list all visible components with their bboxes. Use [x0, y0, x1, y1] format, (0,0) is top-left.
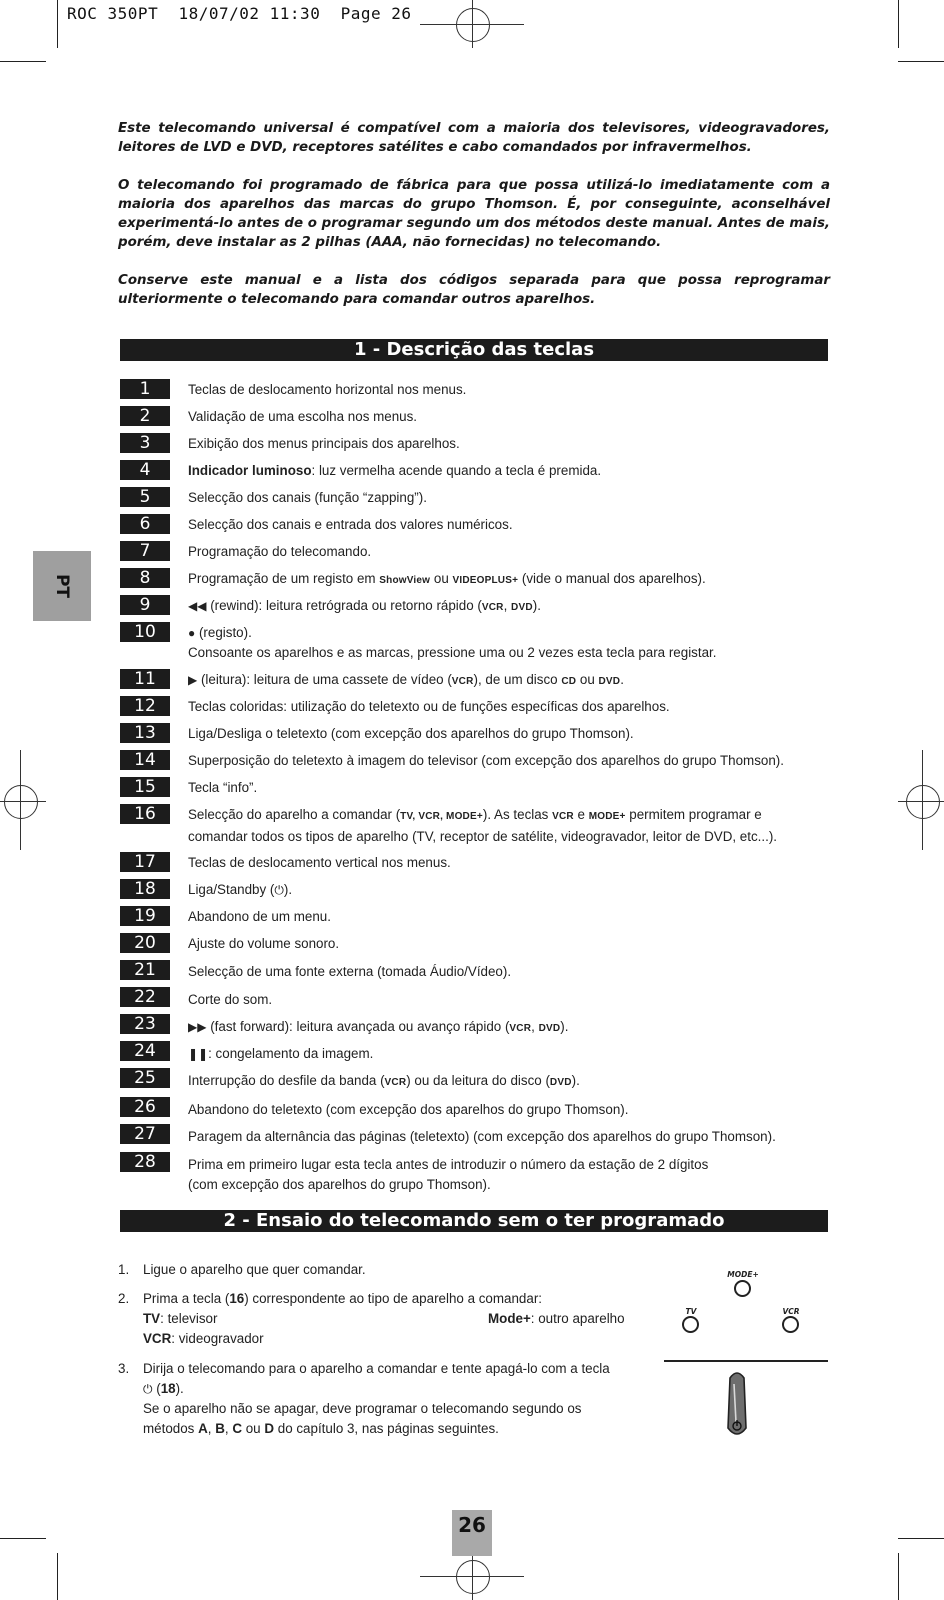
key-number: 8 — [120, 568, 170, 588]
key-number: 28 — [120, 1152, 170, 1172]
key-description: Corte do som. — [188, 992, 273, 1007]
key-number: 7 — [120, 541, 170, 561]
rewind-icon: ◀◀ — [188, 599, 207, 613]
key-description: Ajuste do volume sonoro. — [188, 936, 340, 951]
key-description: Programação do telecomando. — [188, 544, 372, 559]
page-number: 26 — [452, 1510, 492, 1556]
step-2: 2. Prima a tecla (16) correspondente ao tipo de aparelho a comandar: TV: televisor Mode+: outro aparelho VCR: videogravador — [118, 1291, 625, 1346]
fast-forward-icon: ▶▶ — [188, 1020, 207, 1034]
key-number: 13 — [120, 723, 170, 743]
key-description: ▶▶ (fast forward): leitura avançada ou avanço rápido (VCR, DVD). — [188, 1017, 828, 1039]
key-number: 2 — [120, 406, 170, 426]
key-number: 1 — [120, 379, 170, 399]
key-number: 27 — [120, 1124, 170, 1144]
key-number: 17 — [120, 852, 170, 872]
key-number: 3 — [120, 433, 170, 453]
standby-button-icon — [724, 1370, 750, 1440]
tv-button-label: TV — [685, 1307, 697, 1316]
remote-divider — [664, 1360, 828, 1362]
key-number: 12 — [120, 696, 170, 716]
crop-mark — [0, 1538, 46, 1539]
key-number: 21 — [120, 960, 170, 980]
crop-mark — [898, 0, 899, 48]
remote-illustration — [660, 1248, 830, 1448]
key-number: 15 — [120, 777, 170, 797]
section-2-title: 2 - Ensaio do telecomando sem o ter programado — [120, 1210, 828, 1232]
key-number: 26 — [120, 1097, 170, 1117]
crop-mark — [57, 0, 58, 48]
key-description: Teclas de deslocamento vertical nos menus. — [188, 855, 451, 870]
crop-mark — [0, 61, 46, 62]
key-description: Programação de um registo em ShowView ou VIDEOPLUS+ (vide o manual dos aparelhos). — [188, 571, 706, 586]
power-icon: ⏻ — [274, 883, 284, 897]
key-description: Prima em primeiro lugar esta tecla antes de introduzir o número da estação de 2 dígitos (com excepção dos aparelhos do grupo Thomson). — [188, 1157, 709, 1192]
mode-button-label: MODE+ — [727, 1270, 759, 1279]
key-description: Teclas de deslocamento horizontal nos menus. — [188, 382, 467, 397]
key-number: 19 — [120, 906, 170, 926]
key-description: Abandono de um menu. — [188, 909, 331, 924]
key-number: 24 — [120, 1041, 170, 1061]
key-description: Abandono do teletexto (com excepção dos aparelhos do grupo Thomson). — [188, 1102, 629, 1117]
step-3: 3. Dirija o telecomando para o aparelho a comandar e tente apagá-lo com a tecla ⏻ (18). Se o aparelho não se apagar, deve programar o telecomando segundo os métodos A, B, C ou D do capítulo 3, nas páginas seguintes. — [118, 1361, 610, 1436]
key-description: ▶ (leitura): leitura de uma cassete de vídeo (VCR), de um disco CD ou DVD. — [188, 670, 828, 692]
key-description: Tecla “info”. — [188, 780, 258, 795]
crop-mark — [57, 1553, 58, 1600]
key-number: 6 — [120, 514, 170, 534]
crop-mark — [898, 61, 944, 62]
key-description: Selecção de uma fonte externa (tomada Áudio/Vídeo). — [188, 964, 512, 979]
key-description: ● (registo). Consoante os aparelhos e as marcas, pressione uma ou 2 vezes esta tecla para registar. — [188, 625, 717, 660]
key-description: Superposição do teletexto à imagem do televisor (com excepção dos aparelhos do grupo Thomson). — [188, 753, 784, 768]
print-slug: ROC 350PT 18/07/02 11:30 Page 26 — [67, 4, 412, 23]
key-description: Selecção do aparelho a comandar (TV, VCR, MODE+). As teclas VCR e MODE+ permitem programar e comandar todos os tipos de aparelho (TV, receptor de satélite, videogravador, leitor de DVD, etc...). — [188, 807, 778, 844]
pause-icon: ❚❚ — [188, 1047, 209, 1061]
key-number: 18 — [120, 879, 170, 899]
key-description: ◀◀ (rewind): leitura retrógrada ou retorno rápido (VCR, DVD). — [188, 596, 828, 618]
key-number: 23 — [120, 1014, 170, 1034]
vcr-button-label: VCR — [782, 1307, 800, 1316]
intro-paragraph-2: O telecomando foi programado de fábrica para que possa utilizá-lo imediatamente com a maioria dos aparelhos das marcas do grupo Thomson. É, por conseguinte, aconselhável experimentá-lo antes de o programar segundo um dos métodos deste manual. Antes de mais, porém, deve instalar as 2 pilhas (AAA, não fornecidas) no telecomando. — [118, 178, 830, 250]
key-number: 22 — [120, 987, 170, 1007]
vcr-button — [782, 1316, 799, 1333]
key-description: Validação de uma escolha nos menus. — [188, 409, 418, 424]
record-icon: ● — [188, 626, 196, 640]
crop-mark — [898, 1538, 944, 1539]
mode-button — [734, 1280, 751, 1297]
key-number: 11 — [120, 669, 170, 689]
intro-paragraph-3: Conserve este manual e a lista dos códigos separada para que possa reprogramar ulteriormente o telecomando para comandar outros aparelhos. — [118, 273, 830, 307]
key-description: Liga/Desliga o teletexto (com excepção dos aparelhos do grupo Thomson). — [188, 726, 634, 741]
key-description: Liga/Standby (⏻). — [188, 880, 828, 900]
key-description: Exibição dos menus principais dos aparelhos. — [188, 436, 460, 451]
key-number: 25 — [120, 1068, 170, 1088]
play-icon: ▶ — [188, 673, 198, 687]
key-number: 5 — [120, 487, 170, 507]
tv-button — [682, 1316, 699, 1333]
key-description: ❚❚: congelamento da imagem. — [188, 1044, 828, 1064]
key-description: Indicador luminoso: luz vermelha acende quando a tecla é premida. — [188, 463, 602, 478]
key-description: Interrupção do desfile da banda (VCR) ou da leitura do disco (DVD). — [188, 1073, 580, 1088]
key-number: 20 — [120, 933, 170, 953]
power-icon: ⏻ — [143, 1382, 153, 1396]
key-number: 4 — [120, 460, 170, 480]
intro-paragraph-1: Este telecomando universal é compatível com a maioria dos televisores, videogravadores, leitores de LVD e DVD, receptores satélites e cabo comandados por infravermelhos. — [118, 121, 830, 155]
key-number: 9 — [120, 595, 170, 615]
language-tab-label: PT — [52, 573, 72, 599]
step-1: 1. Ligue o aparelho que quer comandar. — [118, 1262, 366, 1277]
crop-mark — [898, 1553, 899, 1600]
section-1-title: 1 - Descrição das teclas — [120, 339, 828, 361]
key-description: Selecção dos canais (função “zapping”). — [188, 490, 427, 505]
key-description: Selecção dos canais e entrada dos valores numéricos. — [188, 517, 513, 532]
key-number: 14 — [120, 750, 170, 770]
key-number: 10 — [120, 622, 170, 642]
key-description: Paragem da alternância das páginas (teletexto) (com excepção dos aparelhos do grupo Thomson). — [188, 1129, 776, 1144]
language-tab — [33, 551, 91, 621]
key-number: 16 — [120, 804, 170, 824]
key-description: Teclas coloridas: utilização do teletexto ou de funções específicas dos aparelhos. — [188, 699, 670, 714]
